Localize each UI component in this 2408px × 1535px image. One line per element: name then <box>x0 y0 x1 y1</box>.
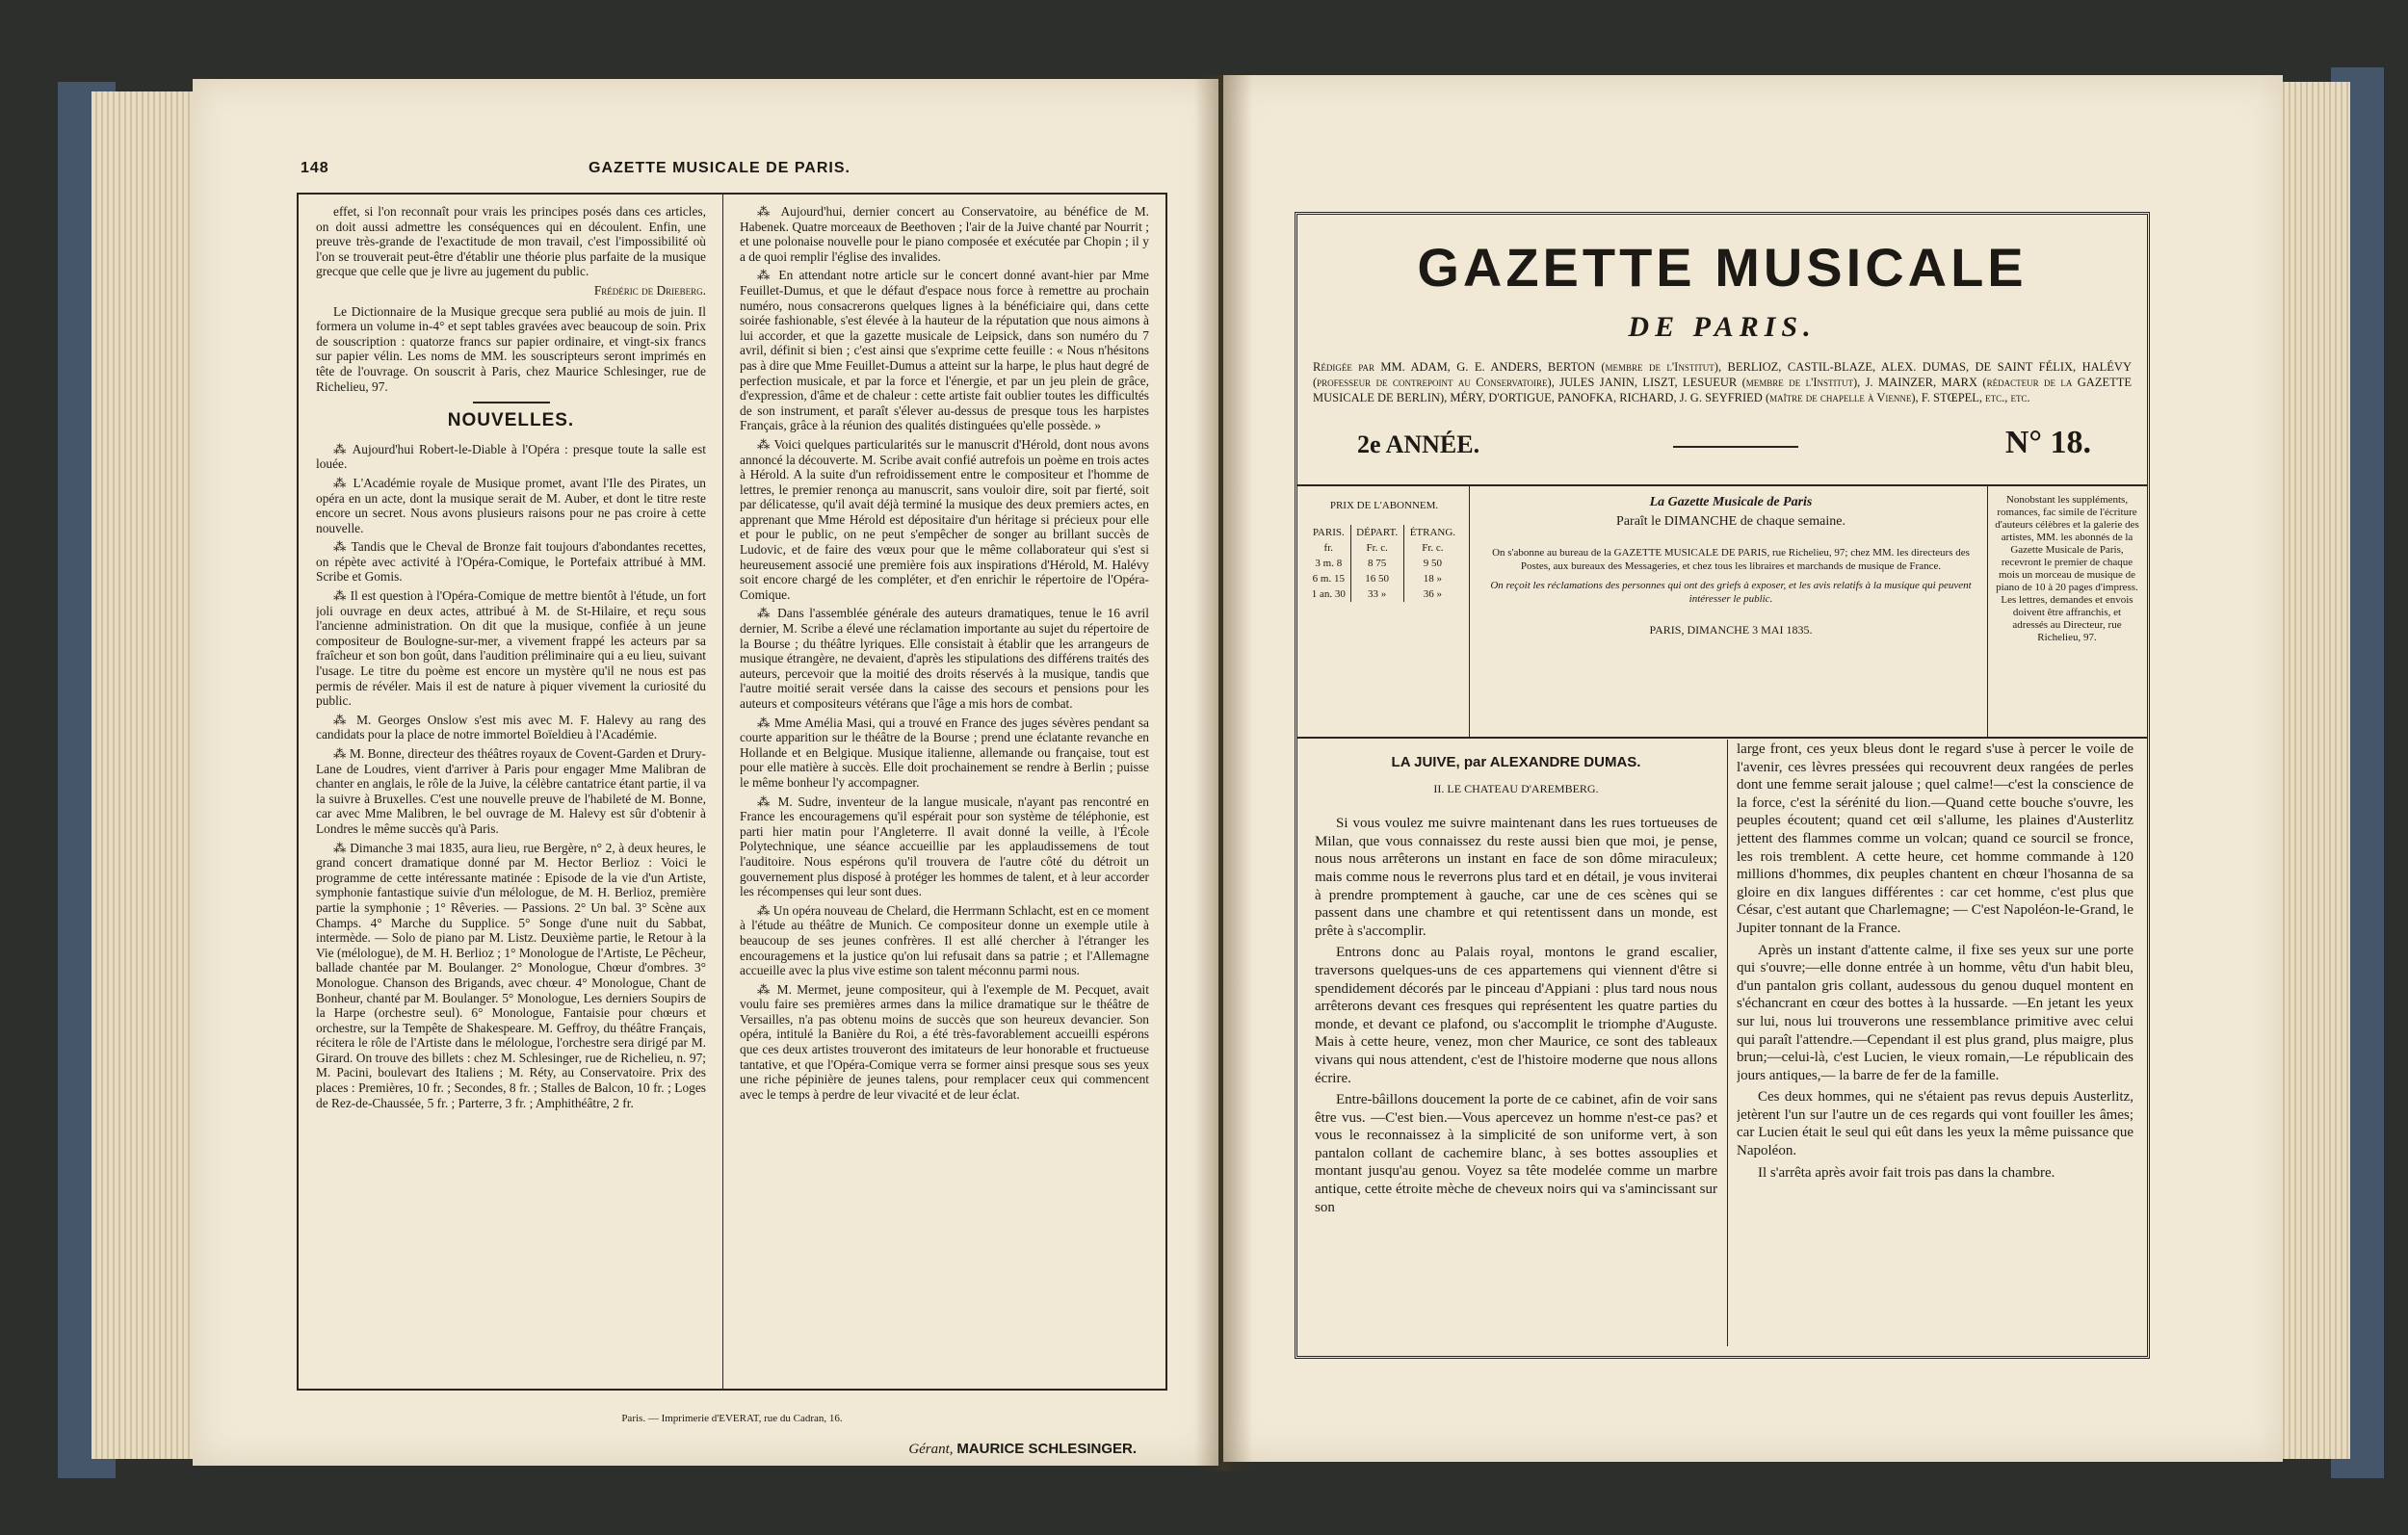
article-title: LA JUIVE, par ALEXANDRE DUMAS. <box>1391 754 1641 770</box>
news-item: ⁂ Aujourd'hui, dernier concert au Conservatoire, au bénéfice de M. Habenek. Quatre morceaux de Beethoven ; l'air de la Juive chanté par Nourrit ; et une polonaise nouvelle pour le piano composée et exécutée par Chopin ; il y a de quoi remplir l'église des invalides. <box>740 204 1149 264</box>
paragraph: Entre-bâillons doucement la porte de ce cabinet, afin de voir sans être vus. —C'est bien.—Vous apercevez un homme n'est-ce pas? et vous le reconnaissez à la simplicité de son uniforme vert, à son pantalon collant de cachemire blanc, à ses bottes assouplies et montant jusqu'au genou. Voyez sa tête modelée comme un marbre antique, cette étroite mèche de cheveux noirs qui va s'amincissant sur son <box>1315 1092 1717 1215</box>
price-cell: 8 75 <box>1350 556 1403 571</box>
imprint: Paris. — Imprimerie d'EVERAT, rue du Cadran, 16. <box>621 1413 843 1424</box>
article-column-2 <box>1737 741 2133 1347</box>
left-column-2 <box>740 204 1149 1379</box>
news-item: ⁂ Dimanche 3 mai 1835, aura lieu, rue Bergère, n° 2, à deux heures, le grand concert dramatique donné par M. Hector Berlioz : Voici le programme de cette intéressante matinée : Episode de la vie d'un Artiste, symphonie fantastique suivie d'un mélologue, de M. H. Berlioz, première partie la symphonie ; 1° Rêveries. — Passions. 2° Un bal. 3° Scène aux Champs. 4° Marche du Supplice. 5° Songe d'une nuit du Sabbat, intermède. — Solo de piano par M. Listz. Deuxième partie, le Retour à la Vie (mélologue), de M. H. Berlioz ; 1° Monologue de l'Artiste, Le Pêcheur, ballade chantée par M. Boulanger. 2° Monologue, Chœur d'ombres. 3° Monologue. Chanson des Brigands, avec chœur. 4° Monologue, Chant de Bonheur, chanté par M. Boulanger. 5° Monologue, Les derniers Soupirs de la Harpe (orchestre seul). 6° Monologue, Fantaisie pour chœurs et orchestre, sur la Tempête de Shakespeare. M. Geffroy, du théâtre Français, récitera le rôle de l'Artiste dans le mélologue, l'orchestre sera dirigé par M. Girard. On trouve des billets : chez M. Schlesinger, rue de Richelieu, n. 97; M. Pacini, boulevart des Italiens ; M. Réty, au Conservatoire. Prix des places : Premières, 10 fr. ; Secondes, 8 fr. ; Stalles de Balcon, 10 fr. ; Loges de Rez-de-Chaussée, 5 fr. ; Parterre, 3 fr. ; Amphithéâtre, 2 fr. <box>316 840 706 1110</box>
price-title: PRIX DE L'ABONNEM. <box>1329 500 1439 511</box>
news-item: ⁂ Mme Amélia Masi, qui a trouvé en France des juges sévères pendant sa courte apparition sur le théâtre de la Bourse ; prend une éclatante revanche en Hollande et en Belgique. Musique italienne, allemande ou française, tout est pour elle matière à succès. Elle doit prochainement se rendre à Berlin ; puisse le même bonheur l'y accompagner. <box>740 715 1149 790</box>
page-edges-left <box>92 91 197 1459</box>
price-cell: 6 m. 15 <box>1312 573 1345 585</box>
news-item: ⁂ M. Sudre, inventeur de la langue musicale, n'ayant pas rencontré en France les encouragemens qu'il espérait pour son système de téléphonie, est parti hier matin pour l'Angleterre. Il avait donné la veille, à l'École Polytechnique, une séance accueillie par les applaudissemens de tout l'auditoire. Nous espérons qu'il trouvera de l'autre côté du détroit un gouvernement plus disposé à protéger les hommes de talent, et à leur accorder les récompenses qui leur sont dues. <box>740 794 1149 899</box>
news-item: ⁂ M. Mermet, jeune compositeur, qui à l'exemple de M. Pecquet, avait voulu faire ses premières armes dans la milice dramatique sur le théâtre de Versailles, n'a pas obtenu moins de succès que son heureux devancier. Son opéra, intitulé la Banière du Roi, a été très-favorablement accueilli espérons que ces deux artistes trouveront des imitateurs de leur honorable et fructueuse tantative, et que l'Opéra-Comique verra se former ainsi presque sous ses yeux une riche pépinière de jeunes talens, pour remplacer ceux qui commencent avec le temps à perdre de leur vivacité et de leur éclat. <box>740 981 1149 1102</box>
price-header: PARIS. <box>1312 527 1345 538</box>
page-edges-right <box>2273 82 2350 1459</box>
news-item: ⁂ Voici quelques particularités sur le manuscrit d'Hérold, dont nous avons annoncé la découverte. M. Scribe avait confié autrefois un poème en trois actes à Hérold. A la suite d'un refroidissement entre le compositeur et l'homme de lettres, le premier renonça au manuscrit, sans vouloir dire, soit par fierté, soit par délicatesse, qu'il avait déjà terminé la musique des deux premiers actes, en apprenant que Mme Hérold est dépositaire d'un héritage si précieux pour elle et pour le public, on ne peut s'empêcher de songer au brillant succès de Ludovic, et de faire des vœux pour que le même collaborateur qui s'est si heureusement associé une première fois aux inspirations d'Hérold, M. Halévy soit encore chargé de les compléter, et d'en enrichir le répertoire de l'Opéra-Comique. <box>740 436 1149 602</box>
section-heading: NOUVELLES. <box>447 410 575 431</box>
paragraph: Entrons donc au Palais royal, montons le grand escalier, traversons quelques-uns de ces appartemens qui viennent d'être si spendidement décorés par le pinceau d'Appiani : plus tard nous nous arrêterons devant ces fresques qui représentent les quatre parties du monde, et devant ce plafond, ou s'accomplit le triomphe d'Auguste. Mais à cette heure, venez, mon cher Maurice, ce sont des tableaux vivans qui nous attendent, c'est de l'histoire moderne que nous allons écrire. <box>1315 945 1717 1086</box>
right-page <box>1223 75 2283 1462</box>
news-item: ⁂ Aujourd'hui Robert-le-Diable à l'Opéra : presque toute la salle est louée. <box>316 441 706 472</box>
paragraph: Si vous voulez me suivre maintenant dans les rues tortueuses de Milan, que vous connaissez du reste aussi bien que moi, je pense, nous nous arrêterons un instant en face de son dôme miraculeux; mais comme nous le reverrons plus tard et en détail, je vous inviterai à prendre promptement à gauche, car une de ces scènes qui se passent dans une chambre et qui retentissent dans un monde, est prête à s'accomplir. <box>1315 816 1717 939</box>
news-item: ⁂ Un opéra nouveau de Chelard, die Herrmann Schlacht, est en ce moment à l'étude au théâtre de Munich. Ce compositeur donne un exemple utile à beaucoup de ses jeunes confrères. Il est allé chercher à l'étranger les encouragemens et la justice qu'on lui refusait dans sa patrie ; et l'Allemagne accueille avec la plus vive estime son talent méconnu parmi nous. <box>740 902 1149 978</box>
paragraph: Le Dictionnaire de la Musique grecque sera publié au mois de juin. Il formera un volume in-4° et sept tables gravées avec beaucoup de soin. Prix de souscription : quatorze francs sur papier ordinaire, et vingt-six francs sur papier vélin. Les noms de MM. les souscripteurs seront imprimés en tête de l'ouvrage. On souscrit à Paris, chez Maurice Schlesinger, rue de Richelieu, 97. <box>316 303 706 394</box>
column-divider <box>1727 740 1728 1346</box>
price-header: ÉTRANG. <box>1403 525 1461 540</box>
paragraph: Après un instant d'attente calme, il fixe ses yeux sur une porte qui s'ouvre;—elle donne entrée à un homme, vêtu d'un habit bleu, d'un pantalon gris collant, audessous du genou duquel montent en s'échancrant en cœur des bottes à la hussarde. —En jetant les yeux sur lui, nous lui trouverons une ressemblance primitive avec celui qui paraît l'attendre.—Cependant il est plus grand, plus maigre, plus brun;—celui-là, c'est Lucien, le vieux romain,—Le républicain des jours antiques,— la barre de fer de la famille. <box>1737 942 2133 1083</box>
price-cell: 33 » <box>1350 586 1403 602</box>
running-head <box>301 160 1139 185</box>
subscription-box <box>1297 484 2147 739</box>
gerant-label: Gérant, <box>908 1442 954 1457</box>
page-number: 148 <box>301 160 329 176</box>
news-item: ⁂ L'Académie royale de Musique promet, avant l'Ile des Pirates, un opéra en un acte, dont la musique serait de M. Auber, et dont le titre reste encore un secret. Nous avons plusieurs raisons pour ne pas croire à cette nouvelle. <box>316 475 706 535</box>
gerant-name: MAURICE SCHLESINGER. <box>956 1441 1137 1457</box>
running-head-title: GAZETTE MUSICALE DE PARIS. <box>589 160 851 176</box>
issue-date: PARIS, DIMANCHE 3 MAI 1835. <box>1649 623 1813 637</box>
box-separator <box>1469 486 1470 737</box>
price-unit: Fr. c. <box>1350 540 1403 556</box>
paragraph: large front, ces yeux bleus dont le regard s'use à percer le voile de l'avenir, ces lèvres pressées qui recouvrent deux rangées de perles dont une femme serait jalouse ; quel calme!—c'est la conscience de la force, c'est la sérénité du lion.—Quand cette bouche s'ouvre, les peuples écoutent; quand cet œil s'allume, les plaines d'Austerlitz jettent des flammes comme un volcan; quand ce sourcil se fronce, les rois tremblent. A cette heure, cet homme commande à 120 millions d'hommes, dix peuples chantent en chœur l'hosanna de sa gloire en dix langues différentes : car cet homme, c'est plus que César, c'est autant que Charlemagne; — C'est Napoléon-le-Grand, le Jupiter tonnant de la France. <box>1737 741 2133 936</box>
paragraph: Ces deux hommes, qui ne s'étaient pas revus depuis Austerlitz, jetèrent l'un sur l'autre un de ces regards qui vont fouiller les âmes; car Lucien était le seul qui eût dans les yeux la même puissance que Napoléon. <box>1737 1089 2133 1159</box>
news-item: ⁂ Dans l'assemblée générale des auteurs dramatiques, tenue le 16 avril dernier, M. Scribe a élevé une réclamation importante au sujet du répertoire de la Bourse ; du théâtre lyriques. Elle consistait à établir que les arrangeurs de musique étrangère, ne devaient, d'après les stipulations des différens traités des auteurs, percevoir que la moitié des droits réservés à la musique, tandis que l'autre moitié serait versée dans la caisse des secours et pensions pour les auteurs et compositeurs vétérans que l'âge a mis hors de combat. <box>740 606 1149 711</box>
gerant-line <box>751 1441 1137 1458</box>
price-header: DÉPART. <box>1350 525 1403 540</box>
info-subscribe: On s'abonne au bureau de la GAZETTE MUSICALE DE PARIS, rue Richelieu, 97; chez MM. les directeurs des Postes, aux bureaux des Messageries, et chez tous les libraires et marchands de musique de France. <box>1492 547 1970 572</box>
left-column-1 <box>316 204 706 1379</box>
price-cell: 36 » <box>1403 586 1461 602</box>
info-frequency: Paraît le DIMANCHE de chaque semaine. <box>1616 514 1845 529</box>
paragraph: effet, si l'on reconnaît pour vrais les principes posés dans ces articles, on doit aussi admettre les conséquences qui en découlent. Enfin, une preuve très-grande de l'exactitude de mon travail, c'est l'impossibilité où l'on se trouverait peut-être d'établir une théorie plus parfaite de la musique grecque que celle que je livre au jugement du public. <box>316 204 706 279</box>
masthead-subtitle: DE PARIS. <box>1628 311 1817 343</box>
book-gutter <box>1194 75 1252 1471</box>
news-item: ⁂ M. Georges Onslow s'est mis avec M. F. Halevy au rang des candidats pour la place de notre immortel Boïeldieu à l'Académie. <box>316 712 706 742</box>
article-subtitle: II. LE CHATEAU D'AREMBERG. <box>1433 781 1599 795</box>
info-title: La Gazette Musicale de Paris <box>1649 495 1813 509</box>
price-cell: 9 50 <box>1403 556 1461 571</box>
column-divider <box>722 195 723 1389</box>
news-item: ⁂ M. Bonne, directeur des théâtres royaux de Covent-Garden et Drury-Lane de Loudres, vient d'arriver à Paris pour engager Mme Malibran de chanter en anglais, le rôle de la Juive, la célèbre cantatrice étant partie, il va la suivre à Bruxelles. C'est une nouvelle preuve de l'habileté de M. Bonne, car avec Mme Malibren, le bel ouvrage de M. Halevy est sûr d'obtenir à Londres le même succès qu'à Paris. <box>316 746 706 836</box>
news-item: ⁂ En attendant notre article sur le concert donné avant-hier par Mme Feuillet-Dumus, et que le défaut d'espace nous force à remettre au prochain numéro, nous consacrerons quelques lignes à la bénéficiaire qui, dans cette soirée fashionable, s'est élevée à la hauteur de la réputation que nous aimons à lui accorder, et que la gazette musicale de Leipsick, dans son numéro du 7 avril, définit si bien ; c'est ainsi que s'exprime cette feuille : « Nous n'hésitons pas à dire que Mme Feuillet-Dumus a atteint sur la harpe, le plus haut degré de perfection musicale, et par la force et l'énergie, et par un jeu plein de grâce, d'expression, d'âme et de chaleur : cette artiste fait oublier toutes les difficultés de son instrument, et paraît s'élever au-dessus de presque tous les harpistes Français, grâce à la réunion des qualités distinguées qu'elle possède. » <box>740 268 1149 433</box>
price-unit: fr. <box>1323 542 1334 554</box>
issue-number: N° 18. <box>2004 425 2091 460</box>
supplement-notice: Nonobstant les suppléments, romances, fac simile de l'écriture d'auteurs célèbres et la galerie des artistes, MM. les abonnés de la Gazette Musicale de Paris, recevront le premier de chaque mois un morceau de musique de piano de 10 à 20 pages d'impress. Les lettres, demandes et envois doivent être affranchis, et adressés au Directeur, rue Richelieu, 97. <box>1995 494 2139 643</box>
paragraph: Il s'arrêta après avoir fait trois pas dans la chambre. <box>1758 1164 2055 1181</box>
price-cell: 1 an. 30 <box>1311 588 1346 600</box>
signature: Frédéric de Drieberg. <box>593 282 706 298</box>
box-separator <box>1987 486 1988 737</box>
divider-rule <box>473 402 550 403</box>
info-reclamations: On reçoit les réclamations des personnes qui ont des griefs à exposer, et les avis relatifs à la musique qui peuvent intéresser le public. <box>1490 580 1972 605</box>
subscription-info <box>1480 496 1981 637</box>
year-label: 2e ANNÉE. <box>1357 430 1480 458</box>
left-page <box>193 79 1218 1466</box>
news-item: ⁂ Tandis que le Cheval de Bronze fait toujours d'abondantes recettes, on répète avec activité à l'Opéra-Comique, le Portefaix attribué à MM. Scribe et Gomis. <box>316 539 706 585</box>
ornament-rule <box>1673 446 1798 448</box>
price-unit: Fr. c. <box>1403 540 1461 556</box>
news-item: ⁂ Il est question à l'Opéra-Comique de mettre bientôt à l'étude, un fort joli ouvrage en deux actes, attribué à M. de St-Hilaire, et reçu sous l'ancienne administration. On dit que la musique, confiée à un jeune compositeur de Boulogne-sur-mer, a vivement frappé les acteurs par sa fraîcheur et son bon goût, dans l'audition préliminaire qui a eu lieu, suivant l'usage. Le titre du poème est encore un mystère qu'il ne nous est pas permis de révéler. Mais il est de nature à piquer vivement la curiosité du public. <box>316 588 706 709</box>
price-cell: 18 » <box>1403 571 1461 586</box>
article-column-1 <box>1315 750 1717 1347</box>
right-text-frame <box>1295 212 2150 1359</box>
price-table <box>1307 500 1461 602</box>
contributors: Rédigée par MM. ADAM, G. E. ANDERS, BERTON (membre de l'Institut), BERLIOZ, CASTIL-BLAZE, ALEX. DUMAS, DE SAINT FÉLIX, HALÉVY (professeur de contrepoint au Conservatoire), JULES JANIN, LISZT, LESUEUR (membre de l'Institut), J. MAINZER, MARX (rédacteur de la GAZETTE MUSICALE DE BERLIN), MÉRY, D'ORTIGUE, PANOFKA, RICHARD, J. G. SEYFRIED (maître de chapelle à Vienne), F. STŒPEL, etc., etc. <box>1313 360 2132 404</box>
price-cell: 16 50 <box>1350 571 1403 586</box>
price-cell: 3 m. 8 <box>1315 558 1343 569</box>
masthead: GAZETTE MUSICALE <box>1417 237 2028 298</box>
